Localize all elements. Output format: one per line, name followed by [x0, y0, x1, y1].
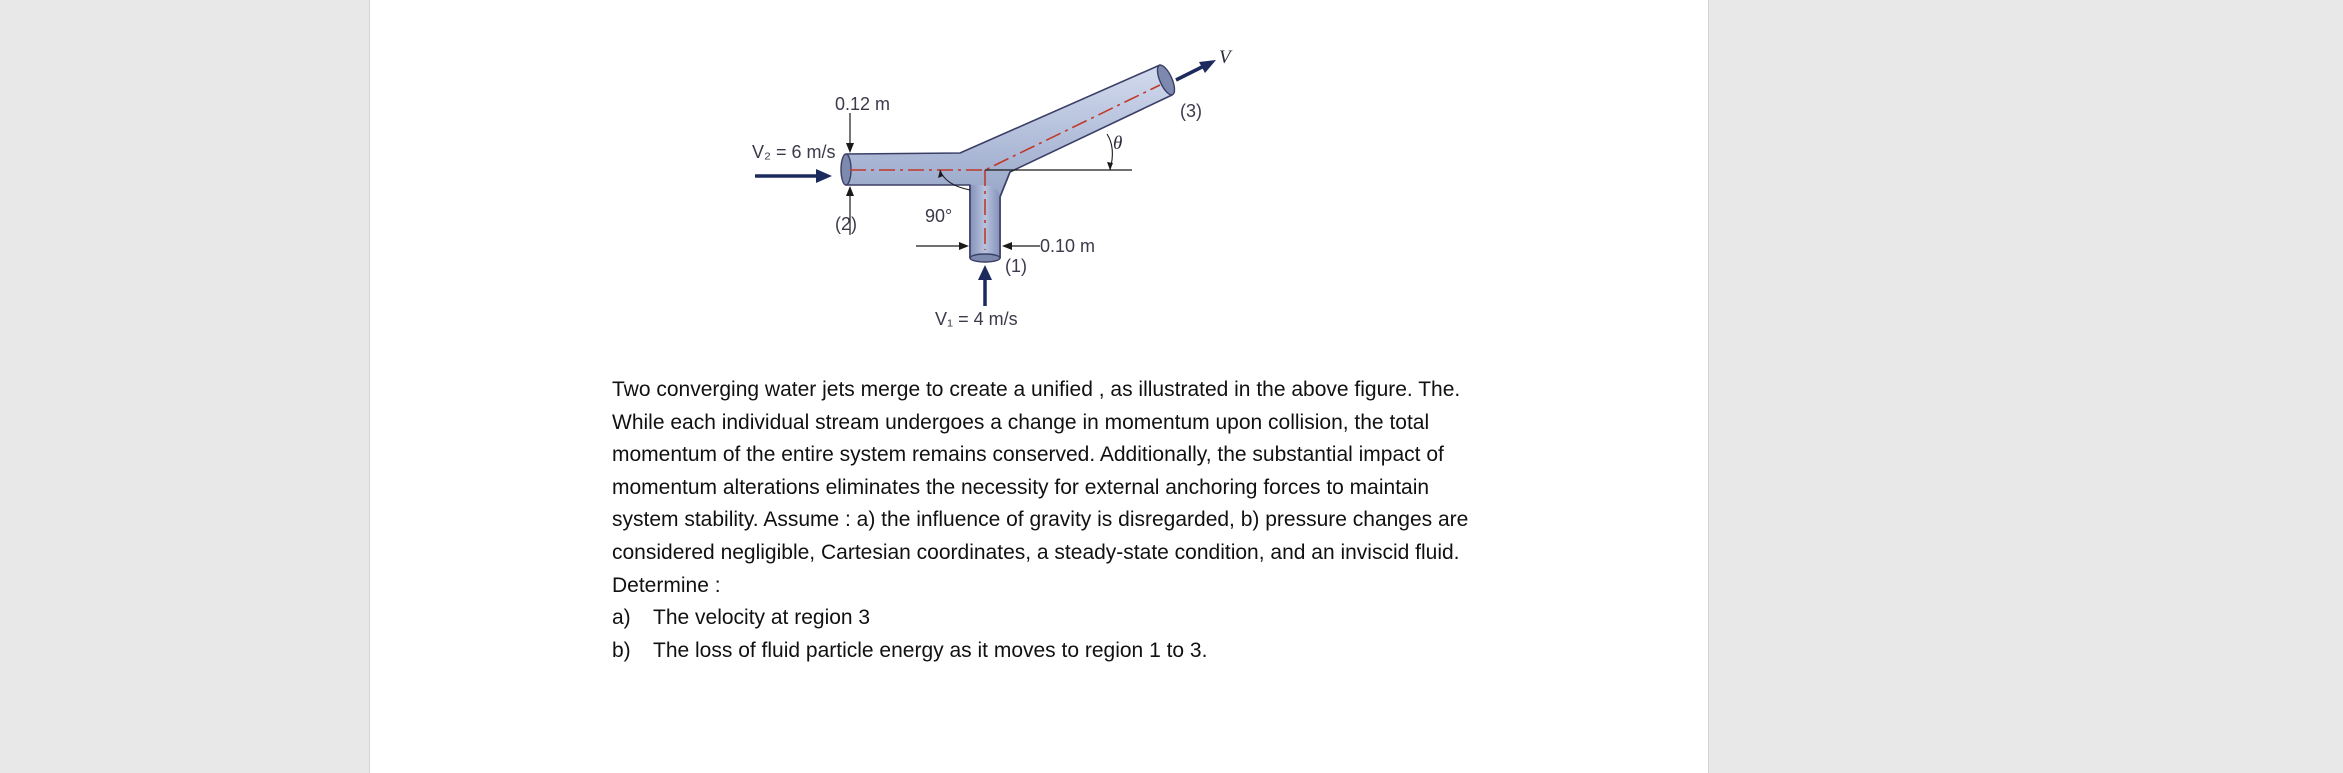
paragraph-line: considered negligible, Cartesian coordinates, a steady-state condition, and an inviscid fluid. [612, 540, 1460, 564]
theta-label: θ [1113, 133, 1123, 154]
item-marker: b) [612, 638, 631, 662]
v-outlet-label: V [1219, 47, 1231, 68]
question-item-b [612, 635, 1572, 668]
paragraph-line: momentum of the entire system remains conserved. Additionally, the substantial impact of [612, 443, 1444, 467]
inlet-2-opening [841, 154, 851, 185]
question-item-a [612, 602, 1572, 635]
paragraph-line: While each individual stream undergoes a change in momentum upon collision, the total [612, 410, 1430, 434]
angle-90-label: 90° [925, 206, 953, 226]
section-3-label: (3) [1180, 101, 1202, 121]
inlet-1-opening [970, 254, 1000, 262]
pipe-junction-figure [740, 40, 1260, 340]
determine-label: Determine : [612, 573, 721, 597]
v1-label: V₁ = 4 m/s [935, 309, 1018, 329]
item-marker: a) [612, 606, 631, 630]
item-text: The velocity at region 3 [653, 606, 871, 630]
v2-label: V₂ = 6 m/s [752, 142, 836, 162]
paragraph-line: momentum alterations eliminates the necessity for external anchoring forces to maintain [612, 475, 1430, 499]
paragraph-line: system stability. Assume : a) the influence of gravity is disregarded, b) pressure changes are [612, 508, 1469, 532]
item-text: The loss of fluid particle energy as it moves to region 1 to 3. [653, 638, 1208, 662]
section-2-label: (2) [835, 214, 857, 234]
paragraph-line: Two converging water jets merge to create a unified , as illustrated in the above figure. The. [612, 378, 1461, 401]
problem-text [612, 374, 1572, 667]
problem-paragraph [612, 374, 1572, 570]
pipe-body [846, 65, 1172, 258]
diameter-1-label: 0.10 m [1040, 236, 1096, 256]
pipe-junction-diagram [740, 40, 1260, 340]
diameter-2-label: 0.12 m [835, 94, 891, 114]
section-1-label: (1) [1005, 256, 1027, 276]
